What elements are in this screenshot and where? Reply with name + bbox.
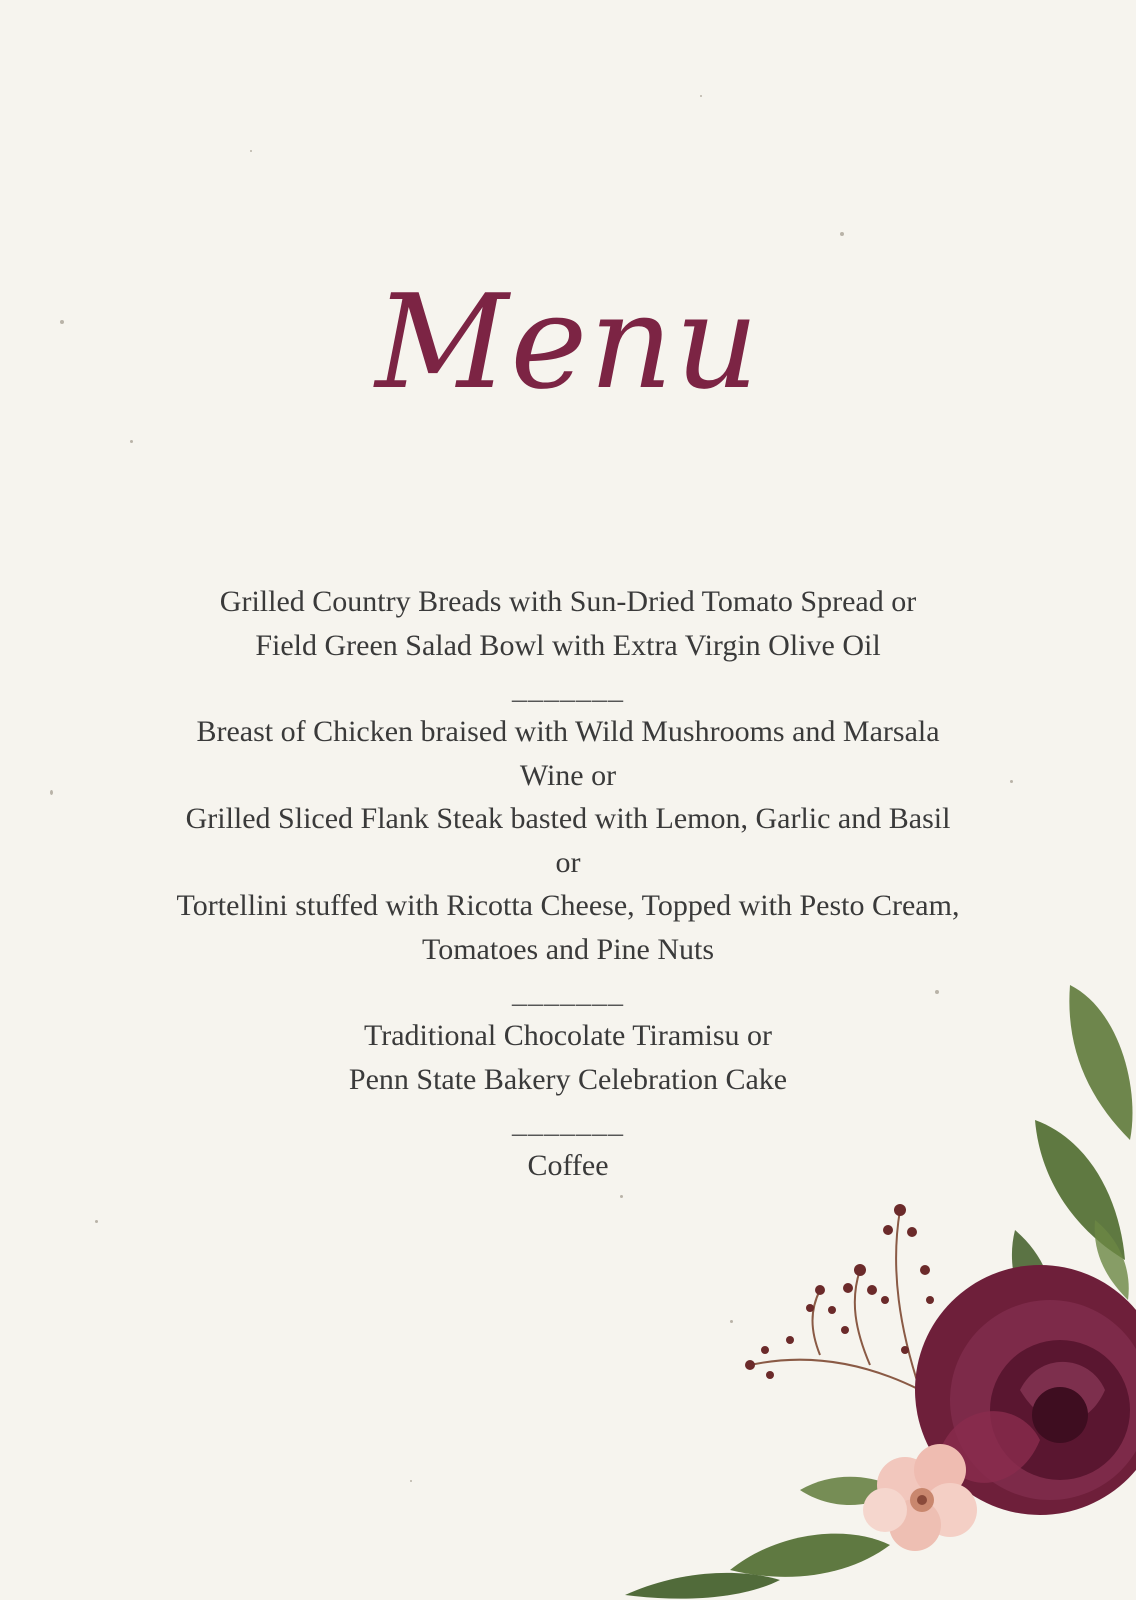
paper-speck	[700, 95, 702, 97]
floral-decoration	[620, 970, 1136, 1600]
paper-speck	[95, 1220, 98, 1223]
paper-speck	[840, 232, 844, 236]
course-2-line-1: Breast of Chicken braised with Wild Mushrooms and Marsala	[196, 715, 940, 748]
separator: _______	[512, 1106, 624, 1139]
course-2-line-2: Wine or	[519, 758, 617, 792]
berry-sprig-illustration	[750, 1210, 920, 1390]
course-4-line-1: Coffee	[527, 1149, 609, 1182]
menu-title: Menu	[375, 266, 761, 418]
separator: _______	[512, 976, 624, 1009]
paper-speck	[130, 440, 133, 443]
paper-speck	[50, 790, 53, 795]
course-1-line-1: Grilled Country Breads with Sun-Dried Tomato Spread or	[219, 585, 917, 618]
paper-speck	[410, 1480, 412, 1482]
course-2-line-5: Tortellini stuffed with Ricotta Cheese, Topped with Pesto Cream,	[176, 889, 960, 922]
separator: _______	[512, 672, 624, 705]
course-3-line-1: Traditional Chocolate Tiramisu or	[363, 1019, 773, 1052]
course-2-line-3: Grilled Sliced Flank Steak basted with Lemon, Garlic and Basil	[185, 802, 951, 835]
berries	[745, 1204, 934, 1379]
blossom-illustration	[863, 1444, 977, 1551]
course-1-line-2: Field Green Salad Bowl with Extra Virgin Olive Oil	[255, 628, 881, 662]
course-3-line-2: Penn State Bakery Celebration Cake	[348, 1062, 788, 1096]
course-2-line-4: or	[555, 845, 581, 879]
course-2-line-6: Tomatoes and Pine Nuts	[421, 932, 715, 966]
paper-speck	[250, 150, 252, 152]
